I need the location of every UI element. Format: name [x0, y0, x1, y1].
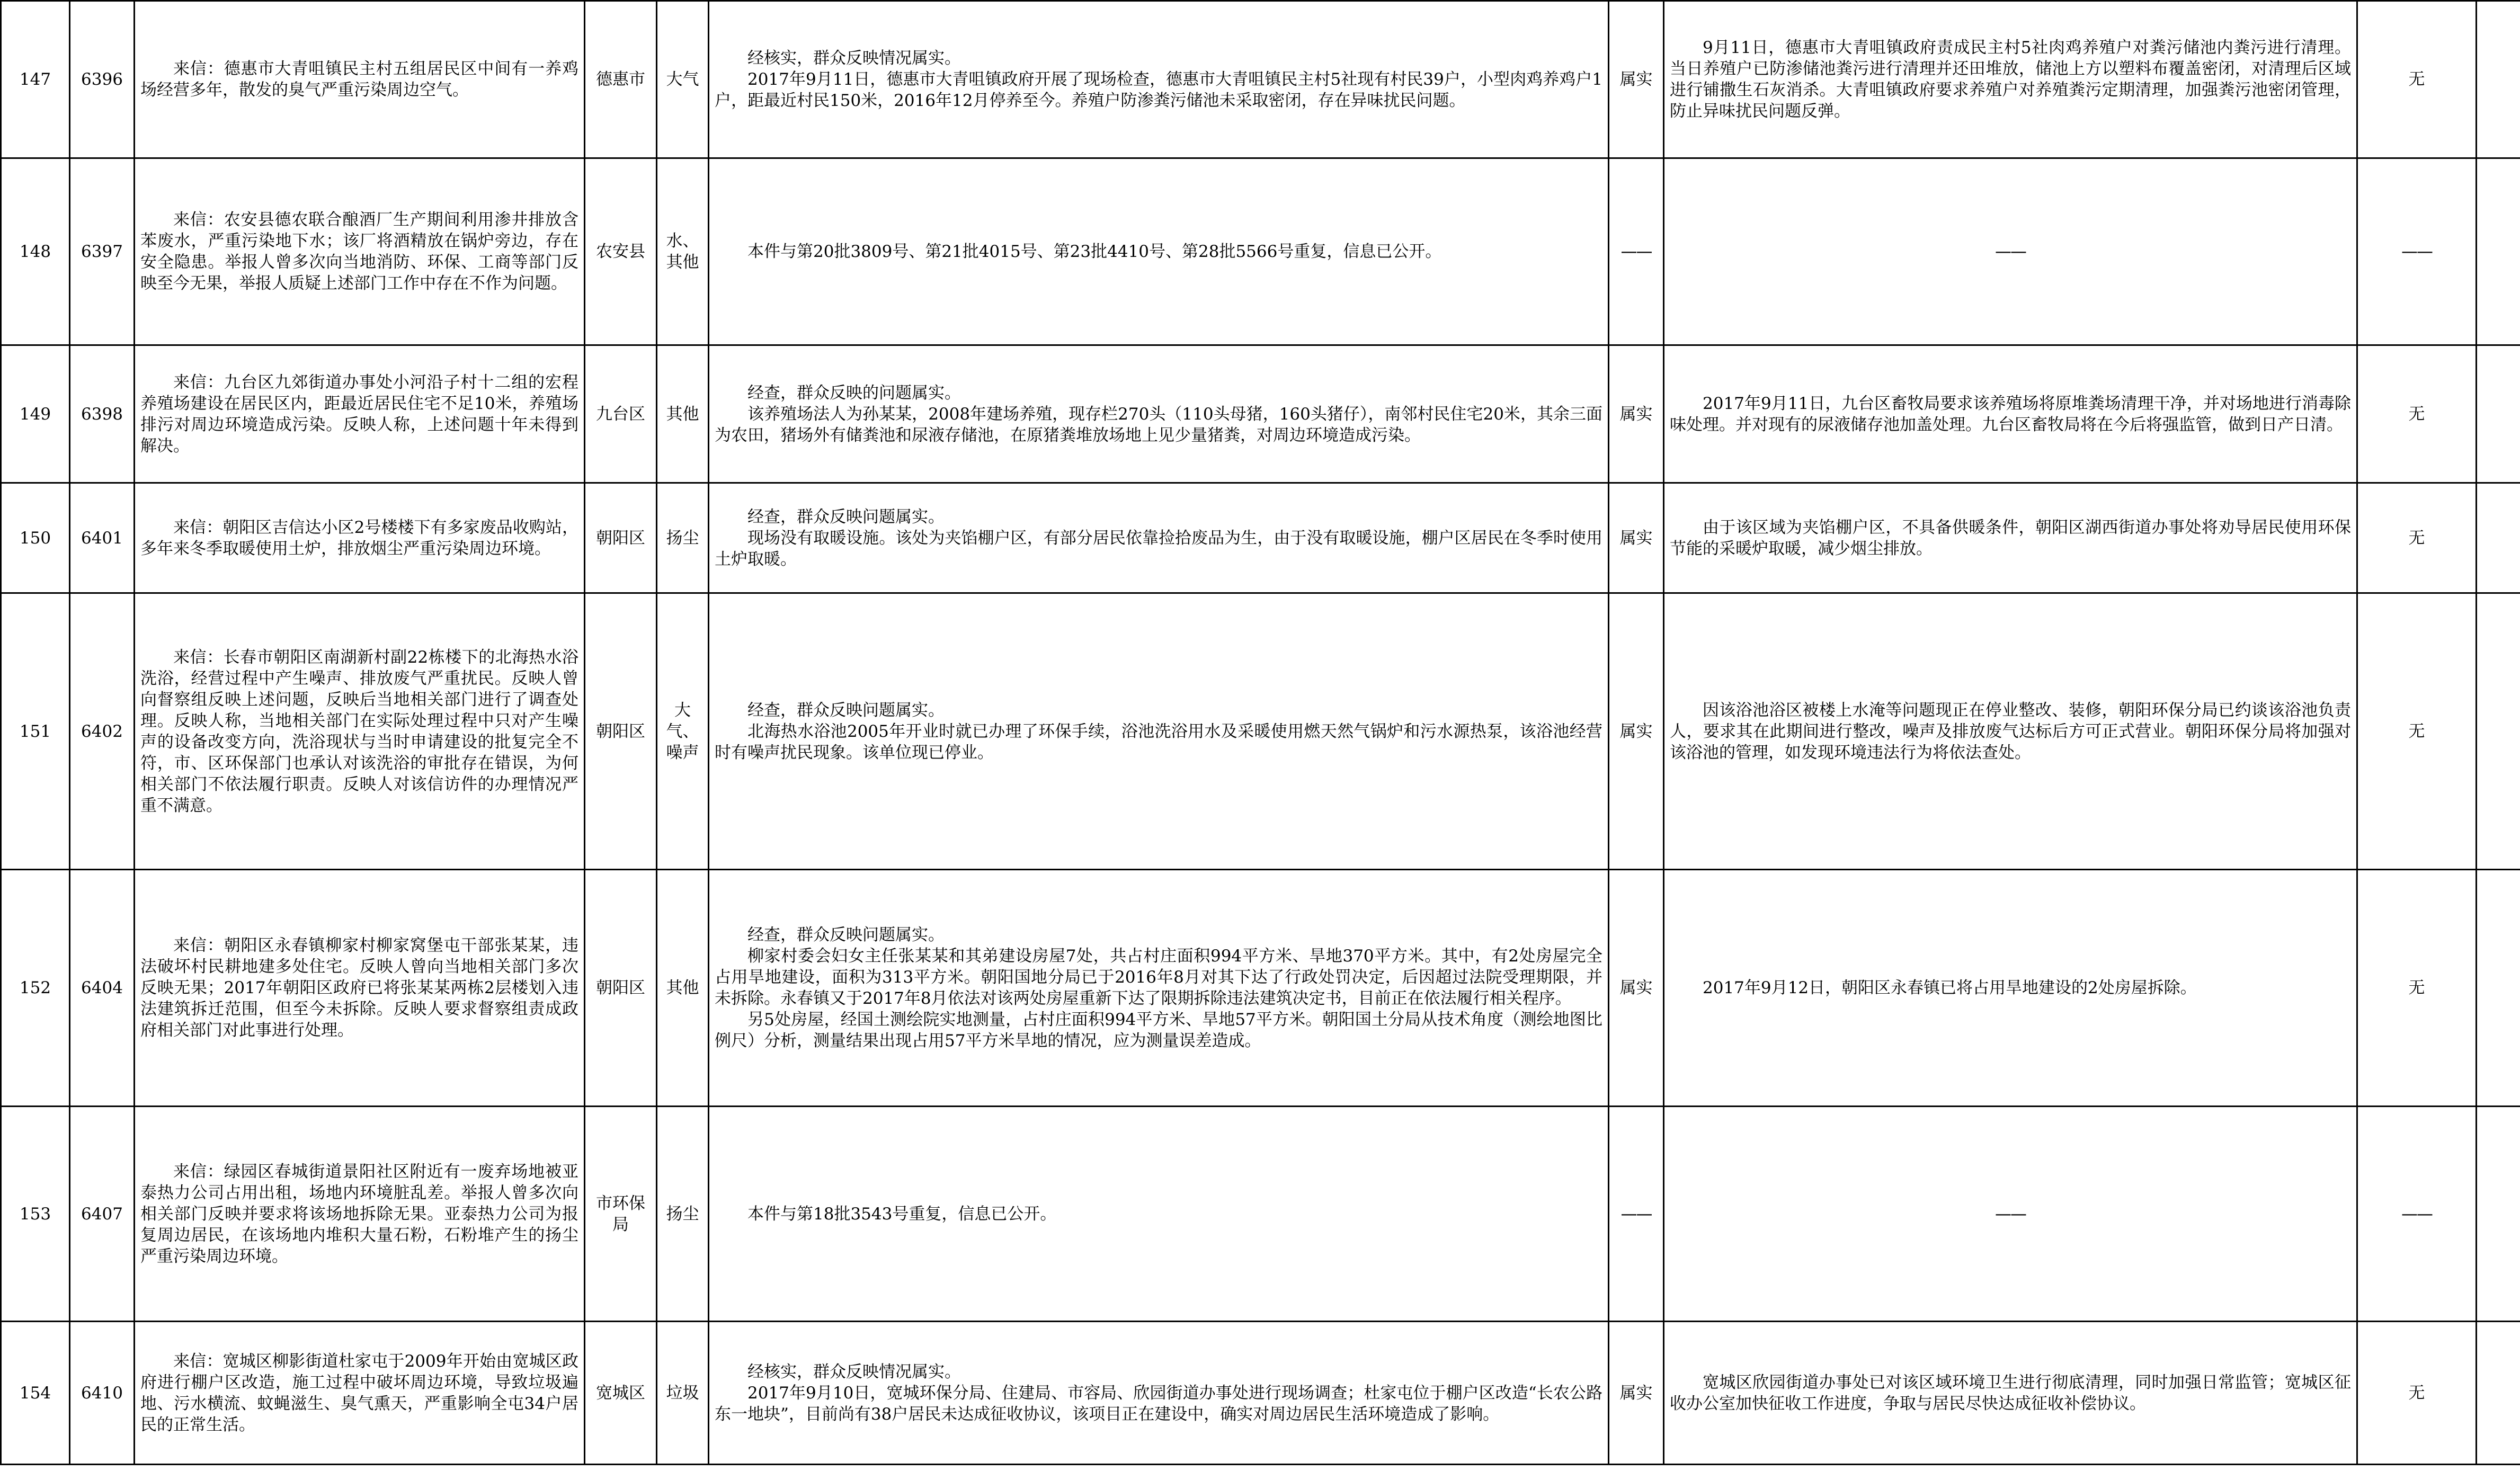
handling-paragraph: 2017年9月12日，朝阳区永春镇已将占用旱地建设的2处房屋拆除。 [1703, 978, 2197, 997]
handling-paragraph: 宽城区欣园街道办事处已对该区域环境卫生进行彻底清理，同时加强日常监管；宽城区征收办公室加快征收工作进度，争取与居民尽快达成征收补偿协议。 [1670, 1372, 2351, 1413]
table-row [1, 483, 2520, 593]
investigation-result [709, 1322, 1609, 1465]
complaint-text: 来信：德惠市大青咀镇民主村五组居民区中间有一养鸡场经营多年，散发的臭气严重污染周边空气。 [140, 59, 578, 100]
complaint-content [135, 1107, 585, 1322]
case-id: 6407 [70, 1107, 135, 1322]
investigation-result [709, 483, 1609, 593]
handling-result [1664, 483, 2357, 593]
region: 朝阳区 [585, 593, 657, 870]
case-id: 6397 [70, 158, 135, 345]
investigation-result [709, 1107, 1609, 1322]
investigation-paragraph: 另5处房屋，经国土测绘院实地测量，占村庄面积994平方米、旱地57平方米。朝阳国土分局从技术角度（测绘地图比例尺）分析，测量结果出现占用57平方米旱地的情况，应为测量误差造成。 [715, 1010, 1602, 1050]
handling-paragraph: 由于该区域为夹馅棚户区，不具备供暖条件，朝阳区湖西街道办事处将劝导居民使用环保节能的采暖炉取暖，减少烟尘排放。 [1670, 518, 2351, 558]
handling-paragraph: —— [1995, 1204, 2026, 1224]
handling-paragraph: 2017年9月11日，九台区畜牧局要求该养殖场将原堆粪场清理干净，并对场地进行消毒除味处理。并对现有的尿液储存池加盖处理。九台区畜牧局将在今后将强监管，做到日产日清。 [1670, 394, 2351, 434]
pollution-type: 其他 [657, 870, 709, 1107]
table-row [1, 593, 2520, 870]
accountability: —— [2357, 158, 2477, 345]
investigation-paragraph: 经查，群众反映的问题属实。 [747, 383, 961, 403]
complaint-text: 来信：朝阳区永春镇柳家村柳家窝堡屯干部张某某，违法破坏村民耕地建多处住宅。反映人曾向当地相关部门多次反映无果；2017年朝阳区政府已将张某某两栋2层楼划入违法建筑拆迁范围，但至今未拆除。反映人要求督察组责成政府相关部门对此事进行处理。 [140, 936, 578, 1040]
verdict: 属实 [1609, 593, 1664, 870]
complaint-content [135, 1, 585, 158]
remark [2477, 1, 2520, 158]
remark [2477, 1322, 2520, 1465]
remark [2477, 870, 2520, 1107]
accountability: —— [2357, 1107, 2477, 1322]
handling-result [1664, 345, 2357, 483]
complaint-text: 来信：长春市朝阳区南湖新村副22栋楼下的北海热水浴洗浴，经营过程中产生噪声、排放废气严重扰民。反映人曾向督察组反映上述问题，反映后当地相关部门进行了调查处理。反映人称，当地相关部门在实际处理过程中只对产生噪声的设备改变方向，洗浴现状与当时申请建设的批复完全不符，市、区环保部门也承认对该洗浴的审批存在错误，为何相关部门不依法履行职责。反映人对该信访件的办理情况严重不满意。 [140, 647, 578, 815]
row-number: 151 [1, 593, 70, 870]
investigation-paragraph: 柳家村委会妇女主任张某某和其弟建设房屋7处，共占村庄面积994平方米、旱地370平方米。其中，有2处房屋完全占用旱地建设，面积为313平方米。朝阳国地分局已于2016年8月对其下达了行政处罚决定，后因超过法院受理期限，并未拆除。永春镇又于2017年8月依法对该两处房屋重新下达了限期拆除违法建筑决定书，目前正在依法履行相关程序。 [715, 947, 1602, 1008]
pollution-type: 扬尘 [657, 1107, 709, 1322]
handling-result [1664, 158, 2357, 345]
pollution-type: 大气 [657, 1, 709, 158]
investigation-paragraph: 2017年9月11日，德惠市大青咀镇政府开展了现场检查，德惠市大青咀镇民主村5社现有村民39户，小型肉鸡养鸡户1户，距最近村民150米，2016年12月停养至今。养殖户防渗粪污储池未采取密闭，存在异味扰民问题。 [715, 70, 1602, 110]
accountability: 无 [2357, 1322, 2477, 1465]
pollution-type: 扬尘 [657, 483, 709, 593]
row-number: 154 [1, 1322, 70, 1465]
pollution-type: 水、其他 [657, 158, 709, 345]
table-row [1, 1322, 2520, 1465]
row-number: 147 [1, 1, 70, 158]
region: 农安县 [585, 158, 657, 345]
complaint-text: 来信：农安县德农联合酿酒厂生产期间利用渗井排放含苯废水，严重污染地下水；该厂将酒精放在锅炉旁边，存在安全隐患。举报人曾多次向当地消防、环保、工商等部门反映至今无果，举报人质疑上述部门工作中存在不作为问题。 [140, 210, 578, 293]
verdict: 属实 [1609, 1, 1664, 158]
pollution-type: 大气、噪声 [657, 593, 709, 870]
handling-paragraph: 因该浴池浴区被楼上水淹等问题现正在停业整改、装修，朝阳环保分局已约谈该浴池负责人，要求其在此期间进行整改，噪声及排放废气达标后方可正式营业。朝阳环保分局将加强对该浴池的管理，如发现环境违法行为将依法查处。 [1670, 700, 2351, 762]
remark [2477, 345, 2520, 483]
handling-paragraph: —— [1995, 242, 2026, 261]
investigation-result [709, 1, 1609, 158]
verdict: 属实 [1609, 345, 1664, 483]
complaint-content [135, 870, 585, 1107]
complaint-text: 来信：朝阳区吉信达小区2号楼楼下有多家废品收购站，多年来冬季取暖使用土炉，排放烟尘严重污染周边环境。 [140, 518, 578, 558]
accountability: 无 [2357, 483, 2477, 593]
investigation-paragraph: 该养殖场法人为孙某某，2008年建场养殖，现存栏270头（110头母猪，160头猪仔），南邻村民住宅20米，其余三面为农田，猪场外有储粪池和尿液存储池，在原猪粪堆放场地上见少量猪粪，对周边环境造成污染。 [715, 404, 1602, 445]
case-id: 6396 [70, 1, 135, 158]
investigation-result [709, 593, 1609, 870]
handling-result [1664, 1, 2357, 158]
investigation-paragraph: 经查，群众反映问题属实。 [747, 700, 945, 720]
verdict: 属实 [1609, 483, 1664, 593]
verdict: —— [1609, 158, 1664, 345]
accountability: 无 [2357, 870, 2477, 1107]
remark [2477, 593, 2520, 870]
row-number: 148 [1, 158, 70, 345]
remark [2477, 158, 2520, 345]
investigation-paragraph: 经核实，群众反映情况属实。 [747, 1362, 961, 1381]
complaint-content [135, 158, 585, 345]
pollution-type: 其他 [657, 345, 709, 483]
investigation-paragraph: 北海热水浴池2005年开业时就已办理了环保手续，浴池洗浴用水及采暖使用燃天然气锅炉和污水源热泵，该浴池经营时有噪声扰民现象。该单位现已停业。 [715, 721, 1602, 762]
investigation-result [709, 870, 1609, 1107]
pollution-type: 垃圾 [657, 1322, 709, 1465]
investigation-paragraph: 本件与第18批3543号重复，信息已公开。 [747, 1204, 1057, 1224]
remark [2477, 1107, 2520, 1322]
handling-result [1664, 1107, 2357, 1322]
handling-paragraph: 9月11日，德惠市大青咀镇政府责成民主村5社肉鸡养殖户对粪污储池内粪污进行清理。当日养殖户已防渗储池粪污进行清理并还田堆放，储池上方以塑料布覆盖密闭，对清理后区域进行铺撒生石灰消杀。大青咀镇政府要求养殖户对养殖粪污定期清理，加强粪污池密闭管理，防止异味扰民问题反弹。 [1670, 38, 2351, 121]
investigation-paragraph: 本件与第20批3809号、第21批4015号、第23批4410号、第28批5566号重复，信息已公开。 [747, 242, 1442, 261]
complaint-content [135, 1322, 585, 1465]
row-number: 149 [1, 345, 70, 483]
investigation-paragraph: 经核实，群众反映情况属实。 [747, 49, 961, 68]
case-id: 6404 [70, 870, 135, 1107]
table-body [1, 1, 2520, 1465]
table-row [1, 870, 2520, 1107]
region: 市环保局 [585, 1107, 657, 1322]
case-id: 6398 [70, 345, 135, 483]
case-id: 6410 [70, 1322, 135, 1465]
investigation-paragraph: 经查，群众反映问题属实。 [747, 925, 945, 944]
region: 朝阳区 [585, 870, 657, 1107]
row-number: 153 [1, 1107, 70, 1322]
region: 德惠市 [585, 1, 657, 158]
region: 朝阳区 [585, 483, 657, 593]
accountability: 无 [2357, 345, 2477, 483]
handling-result [1664, 870, 2357, 1107]
complaint-text: 来信：绿园区春城街道景阳社区附近有一废弃场地被亚泰热力公司占用出租，场地内环境脏乱差。举报人曾多次向相关部门反映并要求将该场地拆除无果。亚泰热力公司为报复周边居民，在该场地内堆积大量石粉，石粉堆产生的扬尘严重污染周边环境。 [140, 1162, 578, 1266]
table-row [1, 1107, 2520, 1322]
accountability: 无 [2357, 1, 2477, 158]
verdict: 属实 [1609, 870, 1664, 1107]
verdict: —— [1609, 1107, 1664, 1322]
region: 宽城区 [585, 1322, 657, 1465]
complaint-text: 来信：宽城区柳影街道杜家屯于2009年开始由宽城区政府进行棚户区改造，施工过程中破坏周边环境，导致垃圾遍地、污水横流、蚊蝇滋生、臭气熏天，严重影响全屯34户居民的正常生活。 [140, 1351, 578, 1434]
investigation-result [709, 345, 1609, 483]
investigation-paragraph: 现场没有取暖设施。该处为夹馅棚户区，有部分居民依靠捡拾废品为生，由于没有取暖设施，棚户区居民在冬季时使用土炉取暖。 [715, 528, 1602, 569]
investigation-result [709, 158, 1609, 345]
case-id: 6401 [70, 483, 135, 593]
region: 九台区 [585, 345, 657, 483]
complaint-content [135, 593, 585, 870]
table-row [1, 1, 2520, 158]
case-id: 6402 [70, 593, 135, 870]
complaint-content [135, 483, 585, 593]
accountability: 无 [2357, 593, 2477, 870]
investigation-paragraph: 2017年9月10日，宽城环保分局、住建局、市容局、欣园街道办事处进行现场调查；杜家屯位于棚户区改造“长农公路东一地块”，目前尚有38户居民未达成征收协议，该项目正在建设中，确实对周边居民生活环境造成了影响。 [715, 1383, 1602, 1424]
complaint-content [135, 345, 585, 483]
remark [2477, 483, 2520, 593]
row-number: 150 [1, 483, 70, 593]
table-row [1, 158, 2520, 345]
handling-result [1664, 1322, 2357, 1465]
investigation-paragraph: 经查，群众反映问题属实。 [747, 507, 945, 527]
handling-result [1664, 593, 2357, 870]
complaint-text: 来信：九台区九郊街道办事处小河沿子村十二组的宏程养殖场建设在居民区内，距最近居民住宅不足10米，养殖场排污对周边环境造成污染。反映人称，上述问题十年未得到解决。 [140, 372, 578, 456]
verdict: 属实 [1609, 1322, 1664, 1465]
table-row [1, 345, 2520, 483]
row-number: 152 [1, 870, 70, 1107]
